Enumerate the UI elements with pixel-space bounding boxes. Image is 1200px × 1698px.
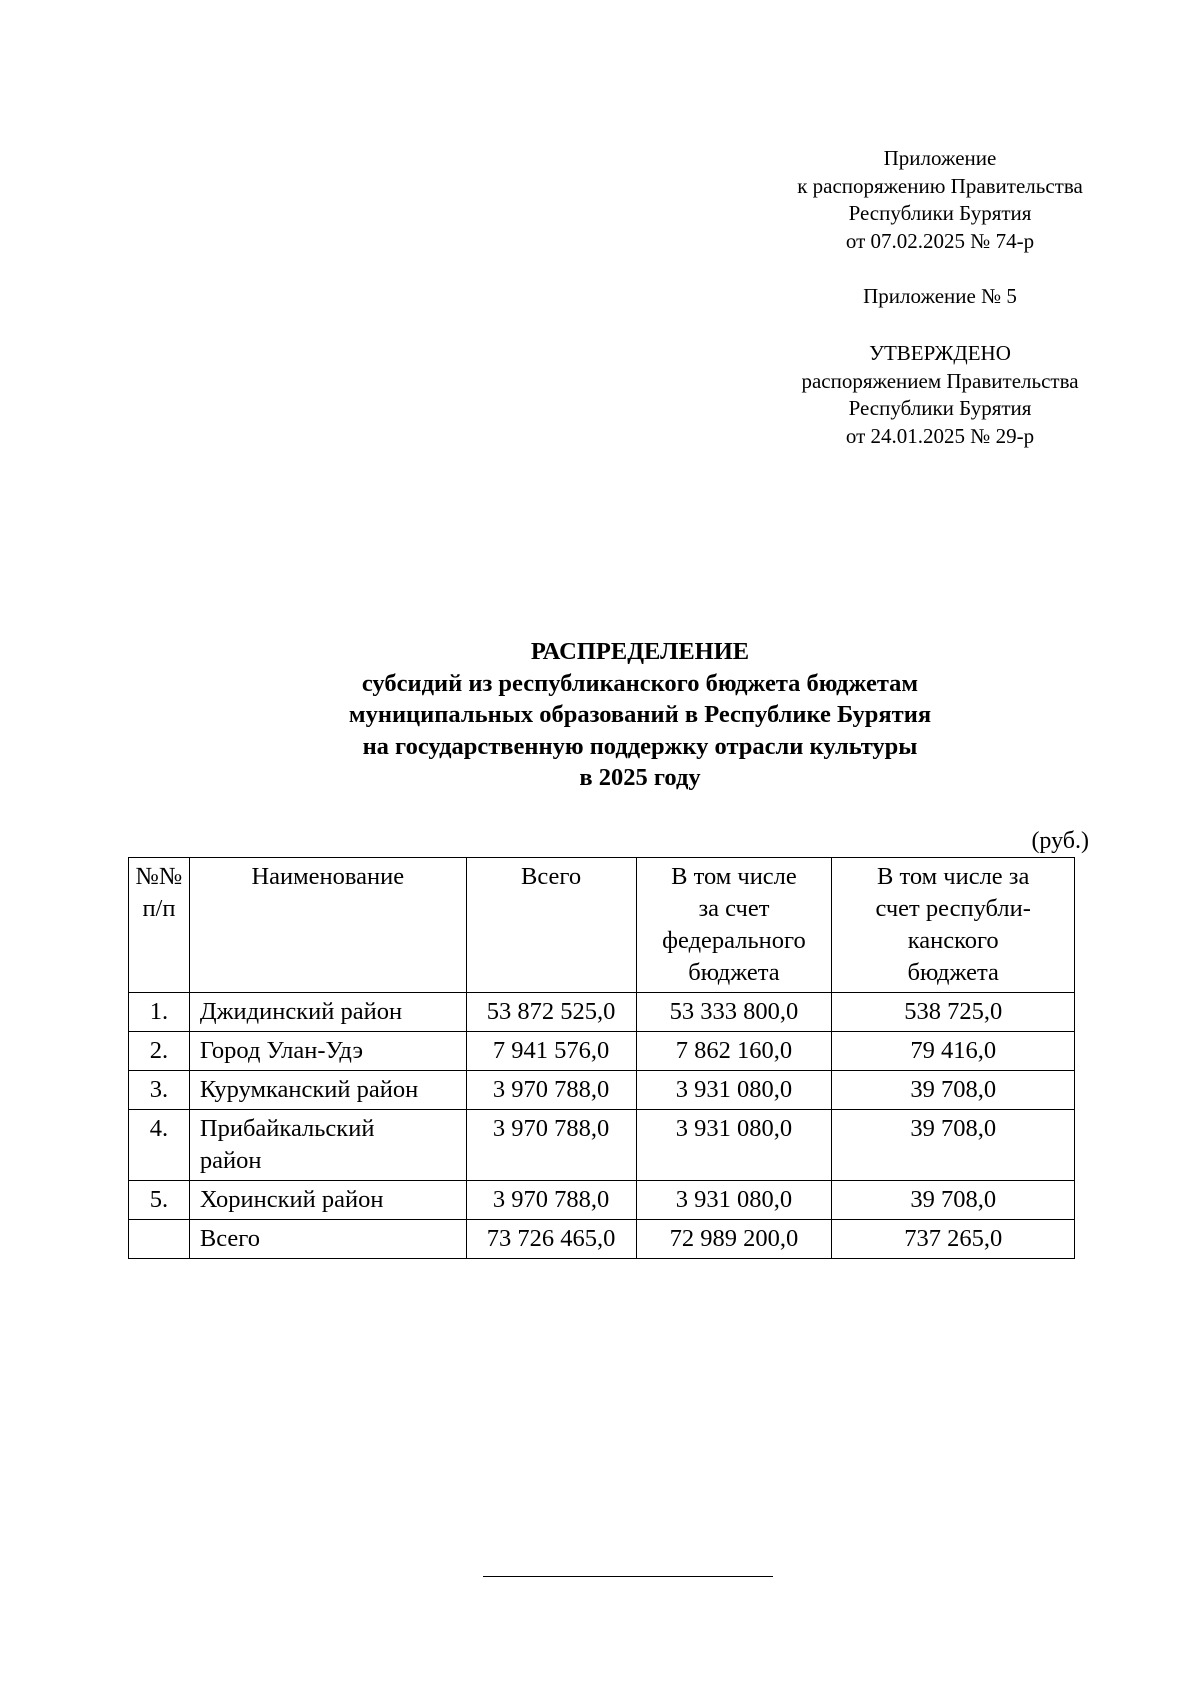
appendix-to-order: к распоряжению Правительства [797,173,1083,198]
column-header-number: №№ п/п [129,858,190,993]
column-header-federal: В том числе за счет федерального бюджета [636,858,832,993]
distribution-table [128,857,1075,1259]
table-row [129,1071,1075,1110]
row-number: 1. [129,993,190,1032]
row-total: 3 970 788,0 [466,1110,636,1181]
total-row-name: Всего [189,1220,466,1259]
appendix-date-number: от 07.02.2025 № 74-р [845,228,1035,253]
row-name: Джидинский район [189,993,466,1032]
row-federal: 53 333 800,0 [636,993,832,1032]
footer-separator-line [483,1576,773,1577]
approved-date-number: от 24.01.2025 № 29-р [845,423,1035,448]
total-row-number [129,1220,190,1259]
approved-label: УТВЕРЖДЕНО [869,341,1011,365]
row-republic: 39 708,0 [832,1071,1075,1110]
row-republic: 79 416,0 [832,1032,1075,1071]
row-total: 3 970 788,0 [466,1071,636,1110]
unit-label: (руб.) [1031,828,1089,854]
total-row-federal: 72 989 200,0 [636,1220,832,1259]
row-name: Курумканский район [189,1071,466,1110]
row-total: 53 872 525,0 [466,993,636,1032]
table-row [129,993,1075,1032]
document-title [210,636,1070,794]
row-number: 2. [129,1032,190,1071]
row-republic: 39 708,0 [832,1110,1075,1181]
table-row [129,1032,1075,1071]
approved-by-order: распоряжением Правительства [801,368,1079,393]
row-federal: 3 931 080,0 [636,1071,832,1110]
appendix-republic: Республики Бурятия [848,201,1032,225]
row-name: Прибайкальский район [189,1110,466,1181]
table-header-row [129,858,1075,993]
title-line-2: субсидий из республиканского бюджета бюджетам [361,669,919,697]
appendix-reference [740,145,1140,255]
table-row [129,1181,1075,1220]
column-header-name: Наименование [189,858,466,993]
row-federal: 3 931 080,0 [636,1110,832,1181]
appendix-label: Приложение [883,146,997,170]
title-line-4: на государственную поддержку отрасли культуры [362,732,918,760]
table-row [129,1110,1075,1181]
column-header-republic: В том числе за счет республи- канского бюджета [832,858,1075,993]
title-line-1: РАСПРЕДЕЛЕНИЕ [530,638,750,665]
row-number: 5. [129,1181,190,1220]
row-republic: 39 708,0 [832,1181,1075,1220]
title-line-5: в 2025 году [579,764,701,791]
row-name: Город Улан-Удэ [189,1032,466,1071]
row-number: 4. [129,1110,190,1181]
total-row-republic: 737 265,0 [832,1220,1075,1259]
column-header-total: Всего [466,858,636,993]
approval-stamp [740,340,1140,450]
row-number: 3. [129,1071,190,1110]
total-row-total: 73 726 465,0 [466,1220,636,1259]
appendix-number: Приложение № 5 [863,284,1017,308]
row-republic: 538 725,0 [832,993,1075,1032]
row-federal: 7 862 160,0 [636,1032,832,1071]
row-federal: 3 931 080,0 [636,1181,832,1220]
title-line-3: муниципальных образований в Республике Бурятия [348,701,932,728]
table-total-row [129,1220,1075,1259]
approved-republic: Республики Бурятия [848,396,1032,420]
row-total: 3 970 788,0 [466,1181,636,1220]
row-name: Хоринский район [189,1181,466,1220]
appendix-number-block [740,283,1140,311]
row-total: 7 941 576,0 [466,1032,636,1071]
